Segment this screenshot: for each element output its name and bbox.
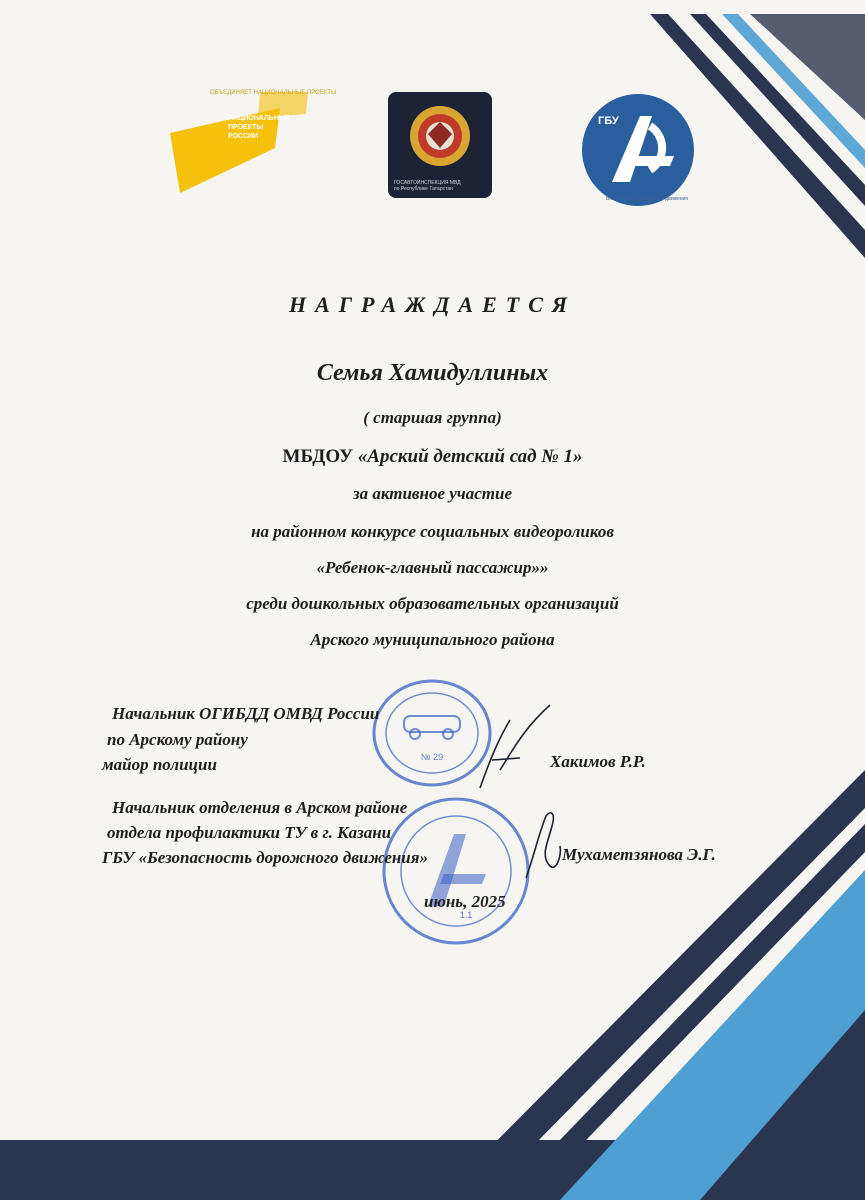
national-projects-text: НАЦИОНАЛЬНЫЕ ПРОЕКТЫ РОССИИ <box>228 115 291 140</box>
signatory-1-position-2: по Арскому району <box>107 730 248 749</box>
award-reason: за активное участие <box>352 484 513 503</box>
recipient-name: Семья Хамидуллиных <box>316 360 549 386</box>
institution-prefix: МБДОУ <box>282 446 358 467</box>
national-projects-top-text: ОБЪЕДИНЯЕТ НАЦИОНАЛЬНЫЕ ПРОЕКТЫ <box>210 90 337 96</box>
gbu-label: ГБУ <box>598 115 619 127</box>
signatory-1-name: Хакимов Р.Р. <box>550 752 646 771</box>
gbu-road-safety-logo <box>578 92 698 210</box>
gbu-stamp <box>376 796 536 946</box>
signature-mukhametzyanova <box>520 806 568 886</box>
gbu-ring-text: Безопасность дорожного движения <box>606 196 689 202</box>
contest-description: на районном конкурсе социальных видеороликов <box>251 522 614 541</box>
signatory-2-position-1: Начальник отделения в Арском районе <box>112 798 408 817</box>
certificate-title: НАГРАЖДАЕТСЯ <box>288 292 577 317</box>
recipient-group: ( старшая группа) <box>363 408 502 427</box>
signatory-2-position-3: ГБУ «Безопасность дорожного движения» <box>102 848 429 867</box>
signatory-2-position-2: отдела профилактики ТУ в г. Казани <box>107 823 392 842</box>
signature-hakimov <box>470 700 560 795</box>
institution-name: «Арский детский сад № 1» <box>357 446 583 467</box>
institution <box>0 446 865 468</box>
signatory-1-position-1: Начальник ОГИБДД ОМВД России <box>112 704 380 723</box>
national-projects-logo <box>160 88 310 200</box>
certificate-date: июнь, 2025 <box>424 892 506 911</box>
signatory-1-position-3: майор полиции <box>102 755 217 774</box>
contest-name: «Ребенок-главный пассажир»» <box>316 558 549 577</box>
participants-scope: среди дошкольных образовательных организаций <box>246 594 619 613</box>
stamp-number-2: 1.1 <box>459 910 473 920</box>
gibdd-caption: ГОСАВТОИНСПЕКЦИЯ МВД по Республике Татарстан <box>394 180 461 192</box>
district-name: Арского муниципального района <box>310 630 555 649</box>
stamp-number: № 29 <box>420 752 444 762</box>
signatory-2-name: Мухаметзянова Э.Г. <box>562 845 716 864</box>
